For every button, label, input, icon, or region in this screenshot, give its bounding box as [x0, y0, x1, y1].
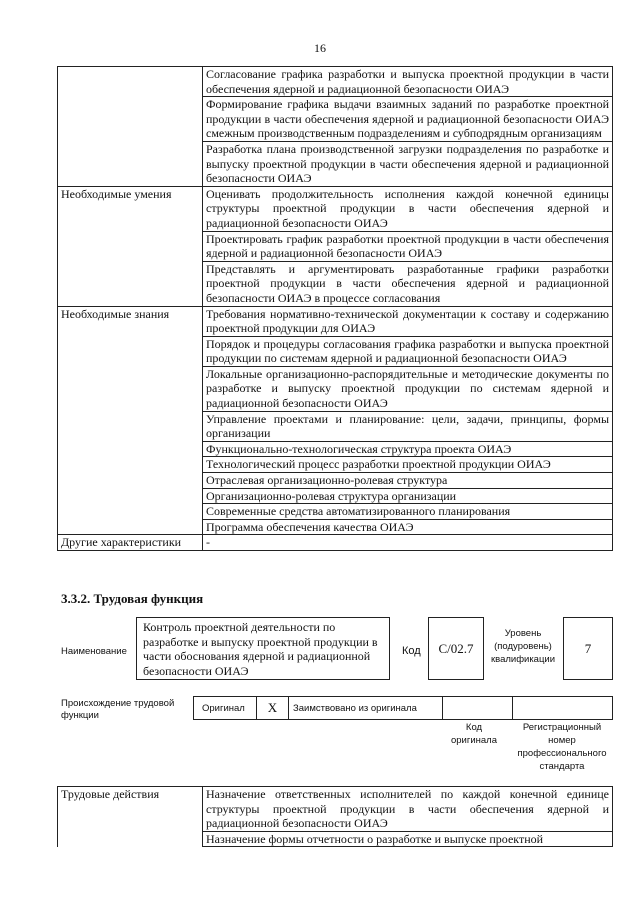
level-label: Уровень (подуровень) квалификации	[490, 628, 556, 665]
table-row	[58, 336, 613, 366]
origin-code-cell	[443, 696, 513, 720]
origin-row	[193, 696, 613, 720]
row-label	[58, 831, 203, 847]
row-label	[58, 457, 203, 473]
row-label: Трудовые действия	[58, 787, 203, 832]
row-label	[58, 411, 203, 441]
requirement-item: Порядок и процедуры согласования графика разработки и выпуска проектной продукции по системам ядерной и радиационной безопасности ОИАЭ	[203, 336, 613, 366]
requirement-item: Функционально-технологическая структура проекта ОИАЭ	[203, 441, 613, 457]
table-row	[58, 457, 613, 473]
row-label: Другие характеристики	[58, 535, 203, 551]
requirement-item: Отраслевая организационно-ролевая структура	[203, 473, 613, 489]
original-label: Оригинал	[193, 696, 257, 720]
function-name-box: Контроль проектной деятельности по разработке и выпуску проектной продукции в части обоснования ядерной и радиационной безопасности ОИАЭ	[136, 617, 390, 680]
requirement-item: Оценивать продолжительность исполнения каждой конечной единицы структуры проектной продукции в части обеспечения ядерной и радиационной безопасности ОИАЭ	[203, 186, 613, 231]
row-label	[58, 473, 203, 489]
row-label	[58, 519, 203, 535]
row-label	[58, 97, 203, 142]
row-label	[58, 67, 203, 97]
requirement-item: -	[203, 535, 613, 551]
row-label	[58, 336, 203, 366]
requirement-item: Требования нормативно-технической документации к составу и содержанию проектной продукции для ОИАЭ	[203, 306, 613, 336]
table-row	[58, 97, 613, 142]
code-value-box: C/02.7	[428, 617, 484, 680]
table-row	[58, 787, 613, 832]
table-row	[58, 831, 613, 847]
origin-code-caption: Код оригинала	[450, 722, 497, 746]
requirement-item: Согласование графика разработки и выпуска проектной продукции в части обеспечения ядерной и радиационной безопасности ОИАЭ	[203, 67, 613, 97]
name-label: Наименование	[61, 646, 127, 657]
table-row	[58, 141, 613, 186]
action-item: Назначение ответственных исполнителей по каждой конечной единице структуры проектной продукции в части обеспечения ядерной и радиационной безопасности ОИАЭ	[203, 787, 613, 832]
requirement-item: Локальные организационно-распорядительные и методические документы по разработке и выпуску проектной продукции по системам ядерной и радиационной безопасности ОИАЭ	[203, 366, 613, 411]
table-row	[58, 411, 613, 441]
row-label	[58, 261, 203, 306]
actions-table	[57, 786, 613, 847]
origin-label: Происхождение трудовой функции	[61, 698, 175, 721]
requirement-item: Формирование графика выдачи взаимных заданий по разработке проектной продукции в части обеспечения ядерной и радиационной безопасности ОИАЭ смежным производственным подразделениям и субподрядным организациям	[203, 97, 613, 142]
row-label: Необходимые знания	[58, 306, 203, 336]
requirement-item: Проектировать график разработки проектной продукции в части обеспечения ядерной и радиационной безопасности ОИАЭ	[203, 231, 613, 261]
row-label	[58, 504, 203, 520]
requirement-item: Организационно-ролевая структура организации	[203, 488, 613, 504]
table-row	[58, 261, 613, 306]
original-mark: X	[257, 696, 289, 720]
requirement-item: Программа обеспечения качества ОИАЭ	[203, 519, 613, 535]
row-label: Необходимые умения	[58, 186, 203, 231]
row-label	[58, 441, 203, 457]
table-row	[58, 366, 613, 411]
requirements-table	[57, 66, 613, 551]
row-label	[58, 141, 203, 186]
row-label	[58, 488, 203, 504]
table-row	[58, 519, 613, 535]
table-row	[58, 306, 613, 336]
table-row	[58, 231, 613, 261]
level-value-box: 7	[563, 617, 613, 680]
requirement-item: Современные средства автоматизированного планирования	[203, 504, 613, 520]
table-row	[58, 67, 613, 97]
requirement-item: Технологический процесс разработки проектной продукции ОИАЭ	[203, 457, 613, 473]
table-row	[58, 473, 613, 489]
borrowed-label: Заимствовано из оригинала	[289, 696, 443, 720]
action-item: Назначение формы отчетности о разработке и выпуске проектной	[203, 831, 613, 847]
reg-number-cell	[513, 696, 613, 720]
reg-number-caption: Регистрационный номер профессионального стандарта	[517, 722, 607, 772]
requirement-item: Управление проектами и планирование: цели, задачи, принципы, формы организации	[203, 411, 613, 441]
table-row	[58, 504, 613, 520]
row-label	[58, 366, 203, 411]
table-row	[58, 488, 613, 504]
row-label	[58, 231, 203, 261]
table-row	[58, 186, 613, 231]
section-title: 3.3.2. Трудовая функция	[61, 591, 204, 606]
table-row	[58, 441, 613, 457]
requirement-item: Разработка плана производственной загрузки подразделения по разработке и выпуску проектной продукции в части обеспечения ядерной и радиационной безопасности ОИАЭ	[203, 141, 613, 186]
code-label: Код	[402, 645, 421, 657]
table-row	[58, 535, 613, 551]
requirement-item: Представлять и аргументировать разработанные графики разработки проектной продукции в части обеспечения ядерной и радиационной безопасности ОИАЭ в процессе согласования	[203, 261, 613, 306]
page-number: 16	[314, 41, 326, 55]
